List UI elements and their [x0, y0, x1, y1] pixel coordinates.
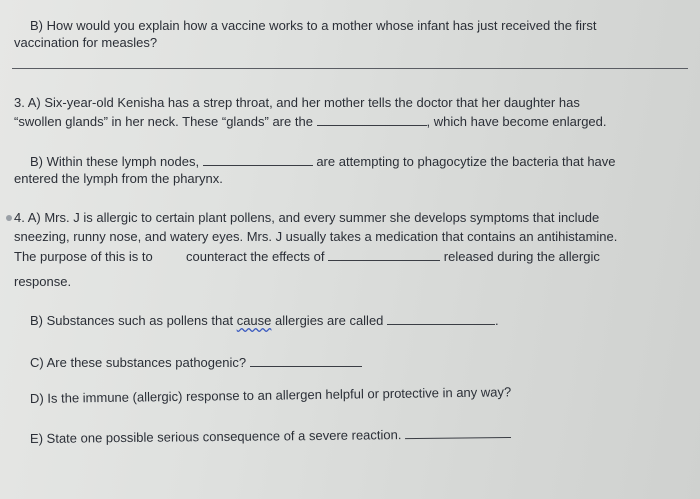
q4a-line3-a: The purpose of this is to	[14, 249, 153, 264]
q4a-line2: sneezing, runny nose, and watery eyes. Mrs. J usually takes a medication that contains an antihistamine.	[14, 229, 618, 244]
q4c-blank[interactable]	[250, 354, 362, 367]
q3b-line1-pre: B) Within these lymph nodes,	[30, 154, 200, 169]
q4e-blank[interactable]	[405, 425, 511, 439]
q4c-text: C) Are these substances pathogenic?	[30, 355, 247, 370]
q3b-line2: entered the lymph from the pharynx.	[14, 171, 223, 186]
q4e-line	[30, 425, 511, 447]
q4b-line	[30, 312, 499, 329]
q4d-line: D) Is the immune (allergic) response to an allergen helpful or protective in any way?	[29, 384, 512, 406]
q3a-line2-post: , which have become enlarged.	[426, 114, 607, 129]
q4b-end: .	[495, 313, 499, 328]
q4a-line1: 4. A) Mrs. J is allergic to certain plant pollens, and every summer she develops symptoms that include	[14, 210, 600, 225]
q4a-line3	[14, 248, 600, 265]
answer-line[interactable]	[12, 68, 688, 69]
q4b-post: allergies are called	[275, 313, 384, 328]
q4b-blank[interactable]	[387, 312, 495, 325]
q3a-blank[interactable]	[317, 113, 427, 126]
q4e-text: E) State one possible serious consequence of a severe reaction.	[29, 427, 402, 446]
q4c-line	[30, 354, 362, 371]
q4a-line3-c: released during the allergic	[443, 249, 600, 264]
q3b-prev-line1: B) How would you explain how a vaccine works to a mother whose infant has just received the first	[30, 18, 597, 33]
q3b-prev-line2: vaccination for measles?	[14, 35, 158, 50]
q3b-line1	[30, 153, 616, 170]
q4a-line3-b: counteract the effects of	[186, 249, 325, 264]
q3a-line2	[14, 113, 607, 130]
q4b-pre: B) Substances such as pollens that	[30, 313, 234, 328]
q3a-line2-pre: “swollen glands” in her neck. These “glands” are the	[14, 114, 313, 129]
q3a-line1: 3. A) Six-year-old Kenisha has a strep throat, and her mother tells the doctor that her daughter has	[14, 95, 580, 110]
q4a-line4: response.	[14, 274, 72, 289]
q4b-cause-word: cause	[236, 313, 272, 328]
hole-punch-mark	[6, 215, 12, 221]
q4a-blank[interactable]	[328, 248, 440, 261]
q3b-blank[interactable]	[203, 153, 313, 166]
q3b-line1-post: are attempting to phagocytize the bacteria that have	[316, 154, 616, 169]
